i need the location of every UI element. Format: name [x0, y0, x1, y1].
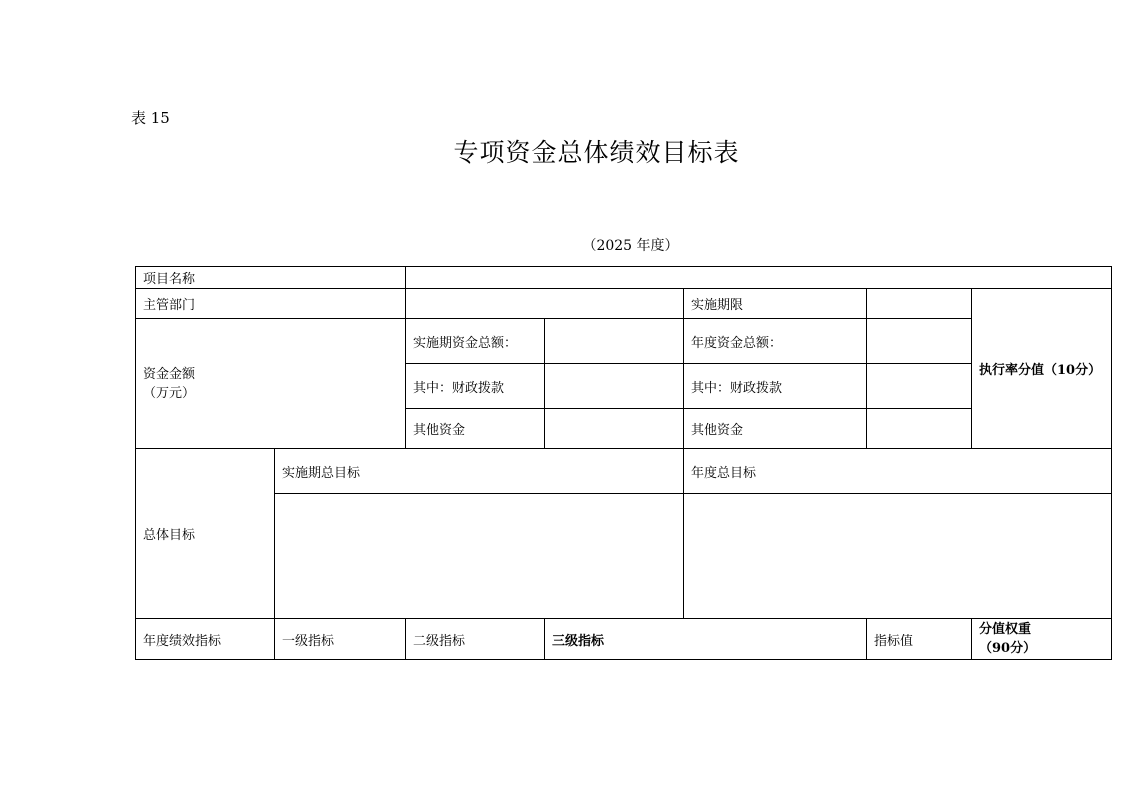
period-goal-value[interactable] — [275, 494, 684, 619]
execution-rate-score: 执行率分值（10分） — [972, 289, 1112, 449]
overall-goal-label: 总体目标 — [136, 449, 275, 619]
year-total-label: 年度资金总额： — [684, 319, 867, 364]
level2-header: 二级指标 — [406, 619, 545, 660]
weight-points: （90分） — [979, 641, 1037, 656]
level3-header: 三级指标 — [545, 619, 867, 660]
period-value[interactable] — [867, 289, 972, 319]
year-fiscal-value[interactable] — [867, 364, 972, 409]
year-goal-value[interactable] — [684, 494, 1112, 619]
weight-title: 分值权重 — [979, 622, 1032, 637]
period-fiscal-label: 其中：财政拨款 — [406, 364, 545, 409]
year-total-value[interactable] — [867, 319, 972, 364]
funds-amount-text: 资金金额 — [143, 366, 196, 382]
year-goal-label: 年度总目标 — [684, 449, 1112, 494]
period-fiscal-value[interactable] — [545, 364, 684, 409]
level1-header: 一级指标 — [275, 619, 406, 660]
year-label: （2025 年度） — [582, 238, 679, 254]
department-value[interactable] — [406, 289, 684, 319]
indicator-value-header: 指标值 — [867, 619, 972, 660]
goal-form-table — [135, 266, 1112, 660]
perf-indicator-label: 年度绩效指标 — [136, 619, 275, 660]
department-label: 主管部门 — [136, 289, 406, 319]
funds-amount-label — [136, 319, 406, 449]
year-other-label: 其他资金 — [684, 409, 867, 449]
period-goal-label: 实施期总目标 — [275, 449, 684, 494]
page-title: 专项资金总体绩效目标表 — [453, 138, 740, 167]
table-number: 表 15 — [131, 109, 170, 127]
period-total-label: 实施期资金总额： — [406, 319, 545, 364]
period-label: 实施期限 — [684, 289, 867, 319]
project-name-value[interactable] — [406, 267, 1112, 289]
period-other-label: 其他资金 — [406, 409, 545, 449]
year-other-value[interactable] — [867, 409, 972, 449]
period-other-value[interactable] — [545, 409, 684, 449]
period-total-value[interactable] — [545, 319, 684, 364]
weight-header — [972, 619, 1112, 660]
project-name-label: 项目名称 — [136, 267, 406, 289]
year-fiscal-label: 其中：财政拨款 — [684, 364, 867, 409]
funds-unit-text: （万元） — [143, 385, 196, 401]
